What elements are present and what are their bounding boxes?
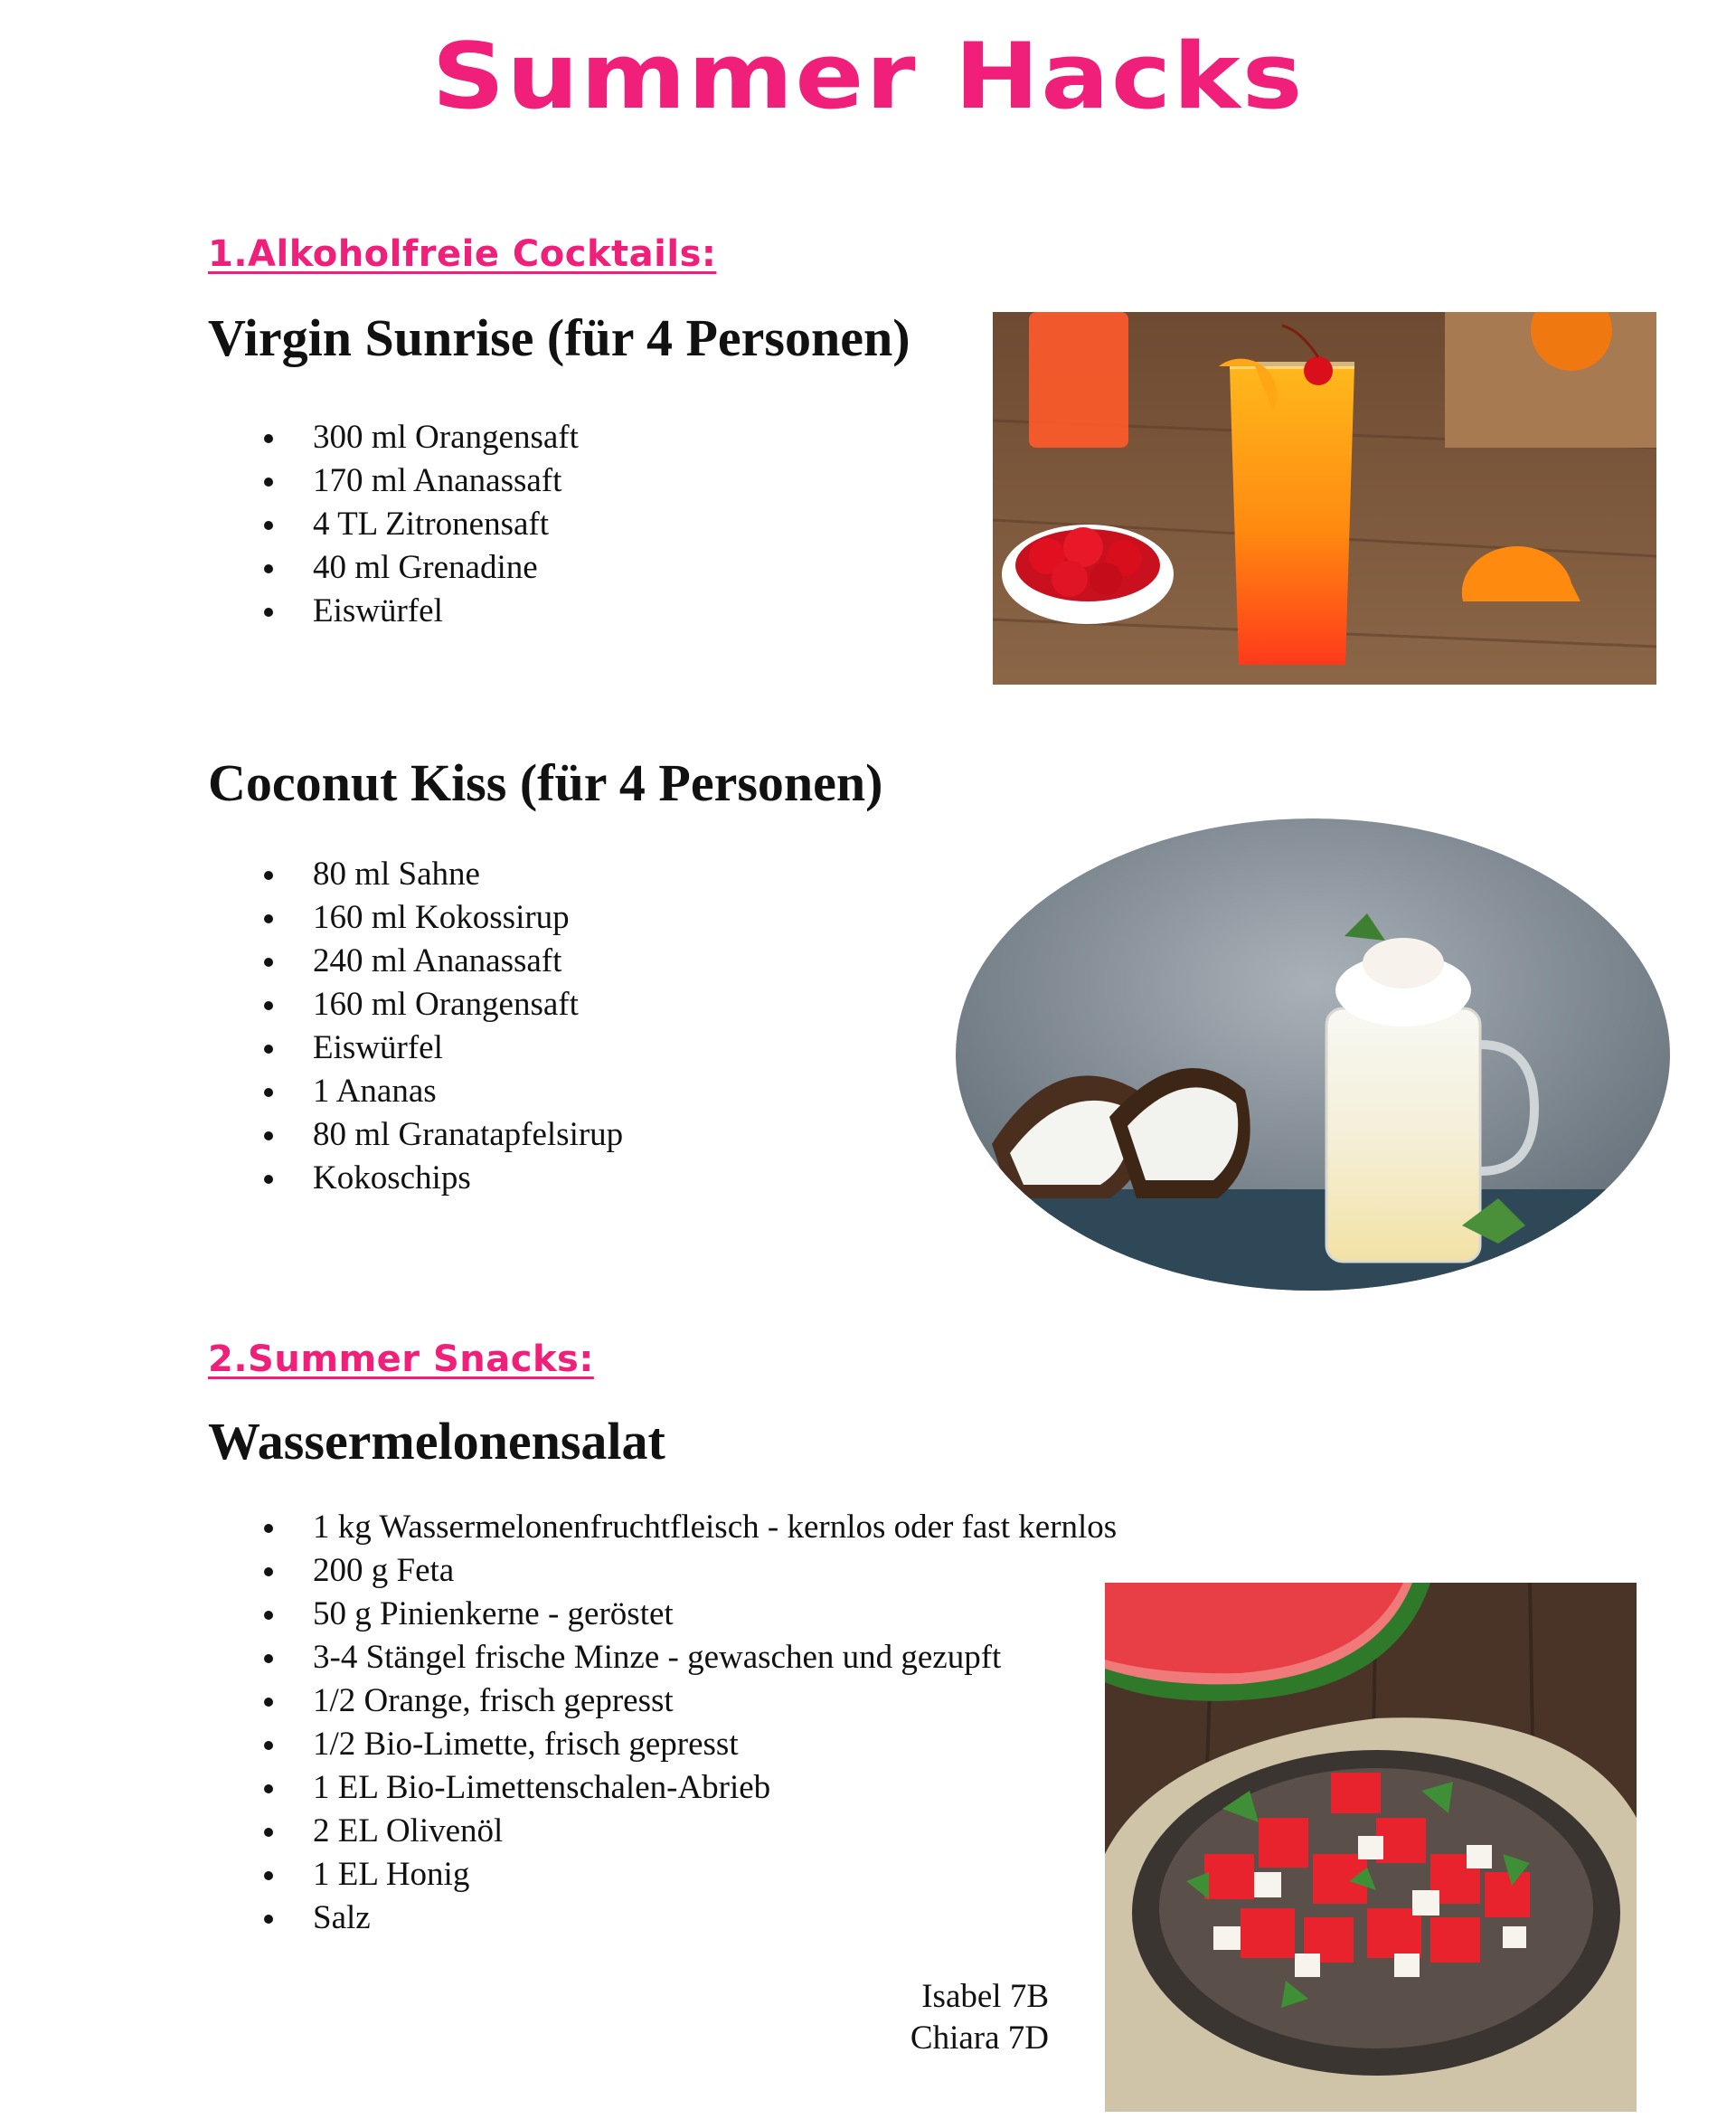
watermelon-salad-photo [1105,1583,1637,2112]
section-heading-snacks: 2.Summer Snacks: [208,1339,594,1380]
author-name: Chiara 7D [910,2020,1049,2057]
list-item: 1 EL Bio-Limettenschalen-Abrieb [208,1766,1117,1810]
list-item: 1 EL Honig [208,1853,1117,1897]
author-name: Isabel 7B [921,1978,1049,2015]
ingredient-list-virgin-sunrise [208,416,579,633]
list-item: 240 ml Ananassaft [208,940,623,983]
list-item: 50 g Pinienkerne - geröstet [208,1593,1117,1636]
list-item: 80 ml Granatapfelsirup [208,1113,623,1157]
recipe-title-virgin-sunrise: Virgin Sunrise (für 4 Personen) [208,308,910,367]
list-item: Eiswürfel [208,590,579,633]
ingredient-list-wassermelonensalat [208,1506,1117,1940]
list-item: Eiswürfel [208,1026,623,1070]
recipe-title-coconut-kiss: Coconut Kiss (für 4 Personen) [208,753,883,812]
list-item: 80 ml Sahne [208,853,623,896]
list-item: 170 ml Ananassaft [208,459,579,503]
list-item: 3-4 Stängel frische Minze - gewaschen und gezupft [208,1636,1117,1679]
list-item: 40 ml Grenadine [208,546,579,590]
list-item: 160 ml Orangensaft [208,983,623,1026]
list-item: 1/2 Orange, frisch gepresst [208,1679,1117,1723]
list-item: Kokoschips [208,1157,623,1200]
list-item: 200 g Feta [208,1549,1117,1593]
page-title: Summer Hacks [431,24,1305,130]
list-item: 4 TL Zitronensaft [208,503,579,546]
list-item: 1 Ananas [208,1070,623,1113]
list-item: 300 ml Orangensaft [208,416,579,459]
virgin-sunrise-photo [993,312,1656,685]
section-heading-cocktails: 1.Alkoholfreie Cocktails: [208,233,717,275]
list-item: Salz [208,1897,1117,1940]
list-item: 160 ml Kokossirup [208,896,623,940]
recipe-title-wassermelonensalat: Wassermelonensalat [208,1412,665,1471]
ingredient-list-coconut-kiss [208,853,623,1200]
list-item: 2 EL Olivenöl [208,1810,1117,1853]
authors [859,1976,1049,2059]
list-item: 1/2 Bio-Limette, frisch gepresst [208,1723,1117,1766]
coconut-kiss-photo [956,818,1670,1291]
list-item: 1 kg Wassermelonenfruchtfleisch - kernlos oder fast kernlos [208,1506,1117,1549]
